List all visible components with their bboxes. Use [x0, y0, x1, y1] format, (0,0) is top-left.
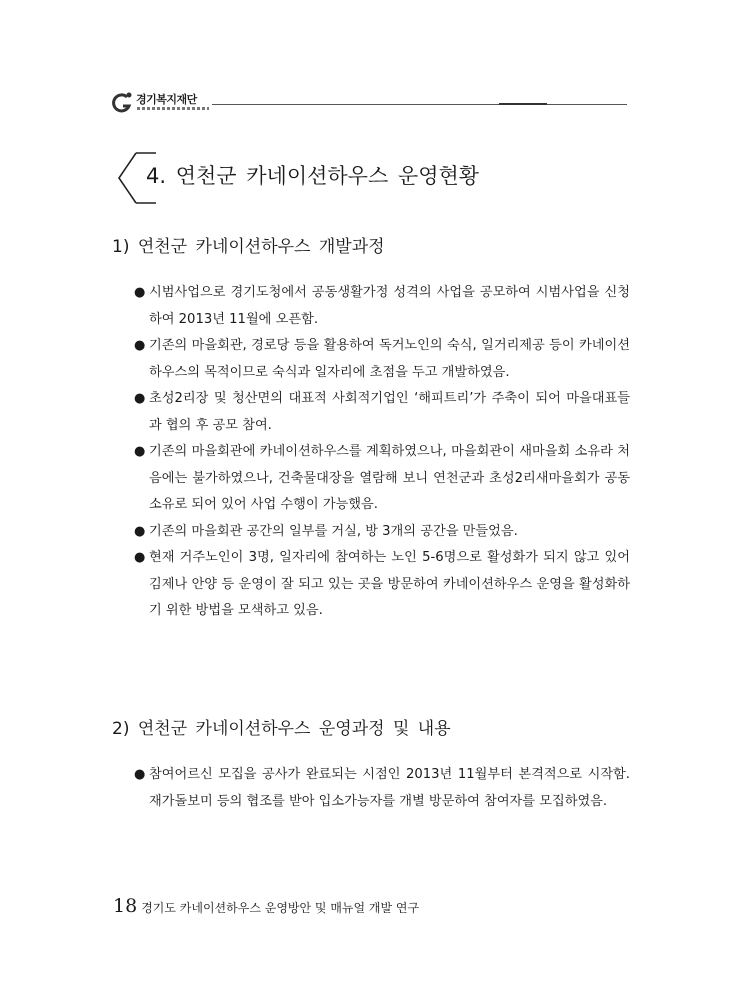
- list-item: [134, 545, 630, 625]
- development-bullet-list: [134, 280, 630, 625]
- organization-name: 경기복지재단: [136, 93, 197, 106]
- report-title: 경기도 카네이션하우스 운영방안 및 매뉴얼 개발 연구: [141, 901, 420, 915]
- bullet-icon: ●: [134, 391, 146, 406]
- section-title: 4. 연천군 카네이션하우스 운영현황: [146, 164, 480, 188]
- page-footer: [113, 895, 419, 917]
- list-item: [134, 762, 630, 815]
- page-number: 18: [113, 895, 138, 917]
- list-item: [134, 439, 630, 519]
- list-item-text: 초성2리장 및 청산면의 대표적 사회적기업인 ‘해피트리’가 주축이 되어 마을대표들과 협의 후 공모 참여.: [149, 391, 630, 433]
- bullet-icon: ●: [134, 523, 146, 539]
- list-item-text: 시범사업으로 경기도청에서 공동생활가정 성격의 사업을 공모하여 시범사업을 신청하여 2013년 11월에 오픈함.: [149, 285, 630, 327]
- bullet-icon: ●: [134, 767, 146, 782]
- foundation-logo-icon: [112, 91, 134, 115]
- list-item-text: 기존의 마을회관, 경로당 등을 활용하여 독거노인의 숙식, 일거리제공 등이 카네이션하우스의 목적이므로 숙식과 일자리에 초점을 두고 개발하였음.: [149, 338, 630, 380]
- list-item: [134, 280, 630, 333]
- bullet-icon: ●: [134, 444, 146, 459]
- header-divider-accent: [499, 103, 547, 105]
- subsection-heading-development: 1) 연천군 카네이션하우스 개발과정: [112, 237, 385, 257]
- bullet-icon: ●: [134, 550, 146, 565]
- list-item-text: 참여어르신 모집을 공사가 완료되는 시점인 2013년 11월부터 본격적으로 시작함. 재가돌보미 등의 협조를 받아 입소가능자를 개별 방문하여 참여자를 모집하였음.: [149, 767, 630, 809]
- list-item: [134, 519, 630, 546]
- list-item-text: 현재 거주노인이 3명, 일자리에 참여하는 노인 5-6명으로 활성화가 되지 않고 있어 김제나 안양 등 운영이 잘 되고 있는 곳을 방문하여 카네이션하우스 운영을 활성화하기 위한 방법을 모색하고 있음.: [149, 550, 630, 618]
- bullet-icon: ●: [134, 338, 146, 353]
- organization-name-english: [137, 107, 209, 110]
- list-item: [134, 386, 630, 439]
- list-item-text: 기존의 마을회관 공간의 일부를 거실, 방 3개의 공간을 만들었음.: [149, 523, 518, 539]
- bullet-icon: ●: [134, 285, 146, 300]
- header-divider: [212, 104, 627, 105]
- subsection-heading-operation: 2) 연천군 카네이션하우스 운영과정 및 내용: [112, 719, 451, 739]
- list-item: [134, 333, 630, 386]
- operation-bullet-list: [134, 762, 630, 815]
- page-header: [112, 88, 627, 118]
- list-item-text: 기존의 마을회관에 카네이션하우스를 계획하였으나, 마을회관이 새마을회 소유라 처음에는 불가하였으나, 건축물대장을 열람해 보니 연천군과 초성2리새마을회가 공동소유로 되어 있어 사업 수행이 가능했음.: [149, 444, 630, 512]
